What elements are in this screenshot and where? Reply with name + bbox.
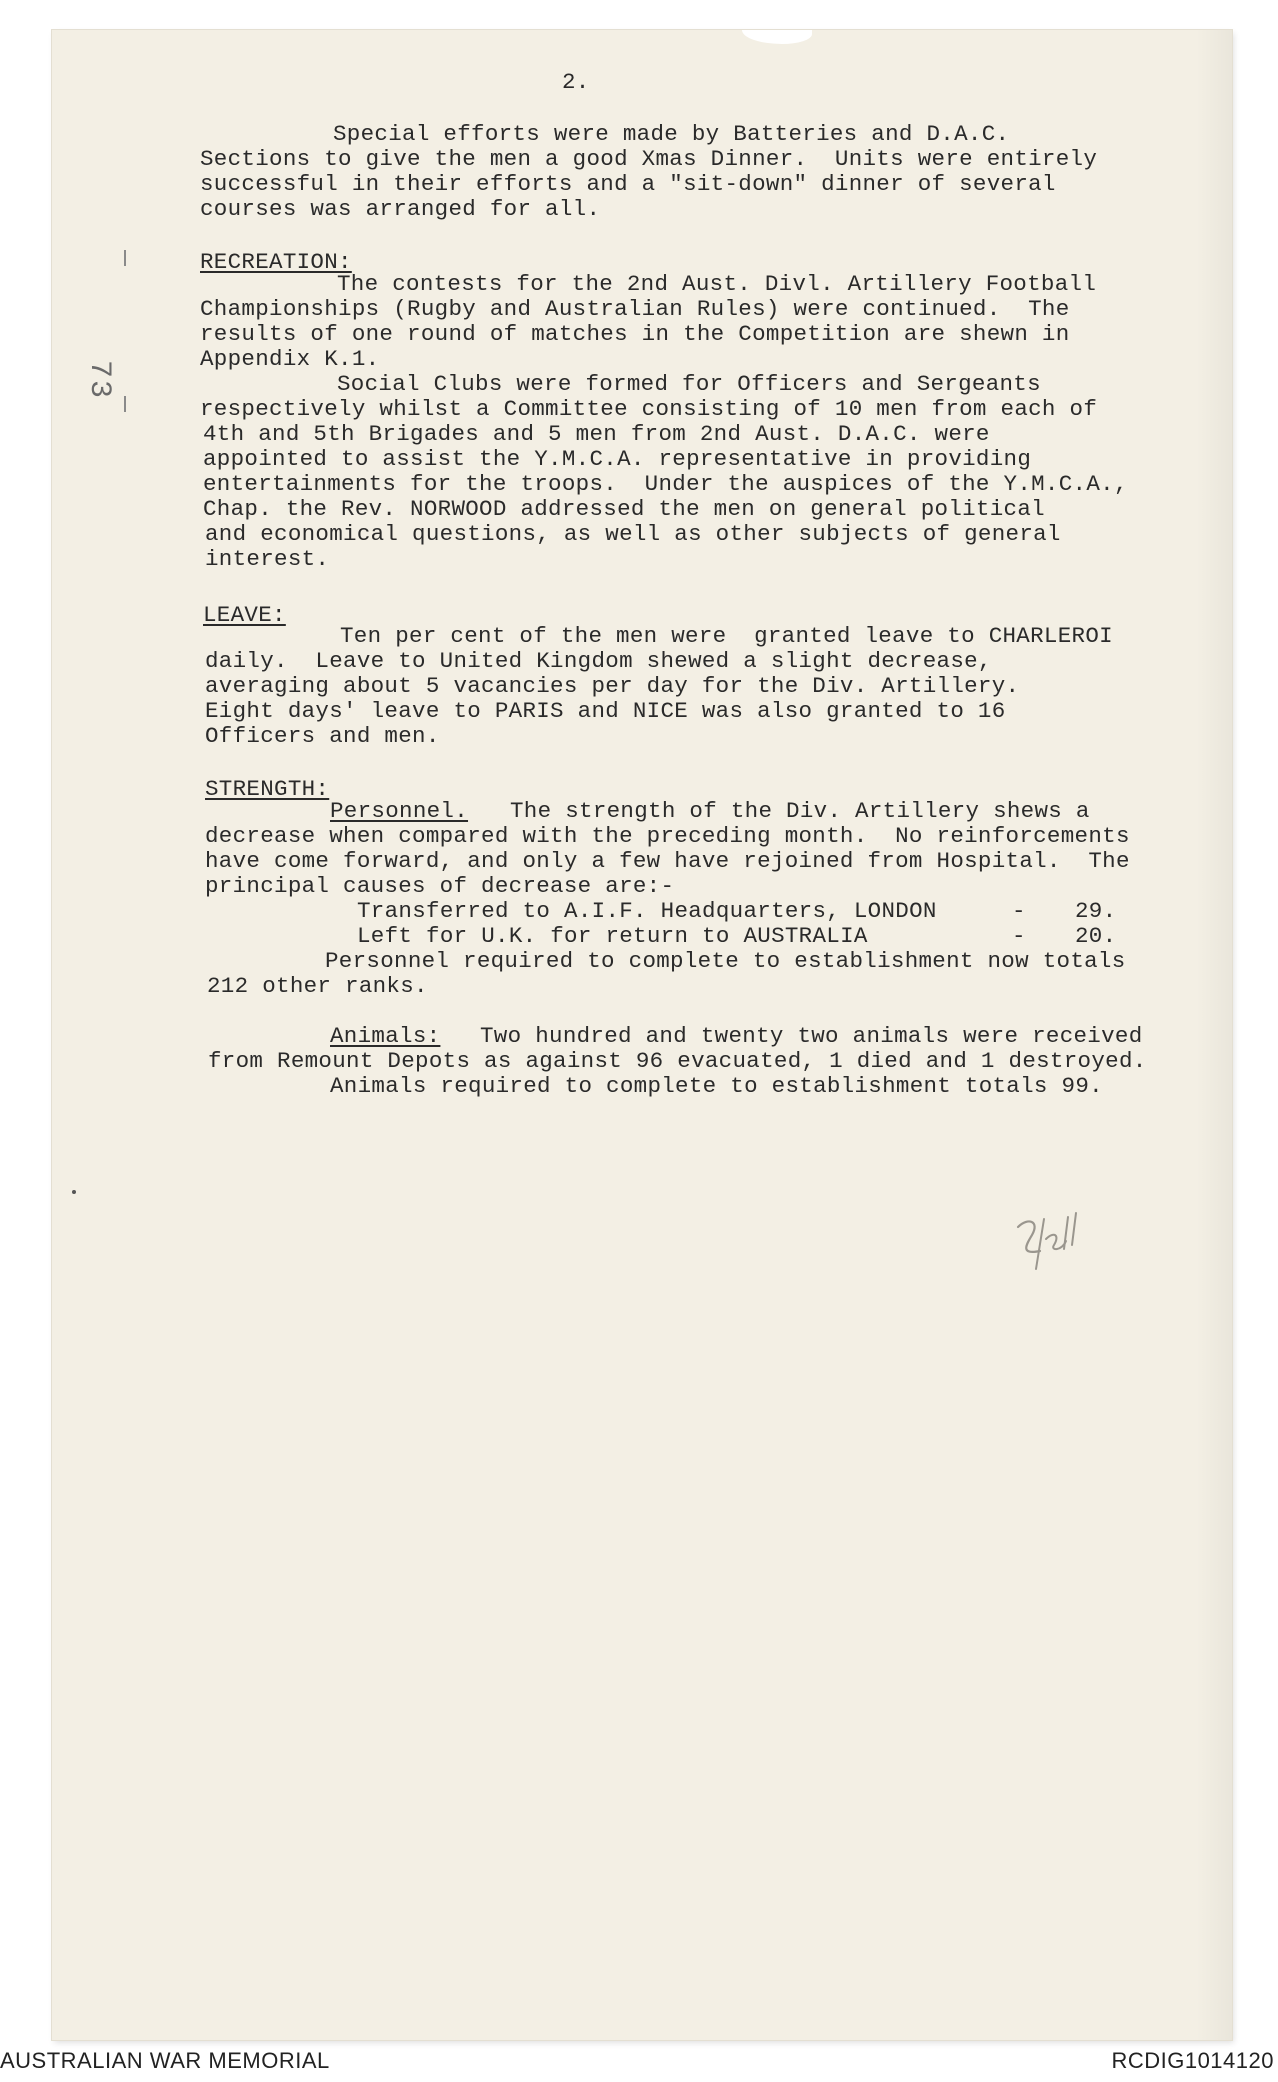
leave-line: averaging about 5 vacancies per day for the Div. Artillery. bbox=[205, 673, 1020, 699]
strength-line: The strength of the Div. Artillery shews a bbox=[510, 798, 1090, 824]
strength-line: have come forward, and only a few have rejoined from Hospital. The bbox=[205, 848, 1130, 874]
required-line: Personnel required to complete to establishment now totals bbox=[325, 948, 1126, 974]
cause-value: 29. bbox=[1075, 898, 1117, 924]
recreation-line: Championships (Rugby and Australian Rules) were continued. The bbox=[200, 296, 1070, 322]
personnel-label: Personnel. bbox=[330, 798, 469, 824]
cause-dash: - bbox=[1012, 898, 1026, 924]
animals-line: Animals required to complete to establishment totals 99. bbox=[330, 1073, 1103, 1099]
strength-line: principal causes of decrease are:- bbox=[205, 873, 675, 899]
recreation-line: and economical questions, as well as other subjects of general bbox=[205, 521, 1061, 547]
xmas-line: Special efforts were made by Batteries and D.A.C. bbox=[333, 121, 1010, 147]
xmas-line: successful in their efforts and a "sit-down" dinner of several bbox=[200, 171, 1056, 197]
cause-value: 20. bbox=[1075, 923, 1117, 949]
recreation-heading: RECREATION: bbox=[200, 249, 352, 275]
recreation-line: Social Clubs were formed for Officers and Sergeants bbox=[337, 371, 1041, 397]
animals-line: from Remount Depots as against 96 evacuated, 1 died and 1 destroyed. bbox=[208, 1048, 1147, 1074]
strength-line: decrease when compared with the preceding month. No reinforcements bbox=[205, 823, 1130, 849]
leave-line: Ten per cent of the men were granted leave to CHARLEROI bbox=[340, 623, 1113, 649]
cause-dash: - bbox=[1012, 923, 1026, 949]
recreation-line: entertainments for the troops. Under the auspices of the Y.M.C.A., bbox=[203, 471, 1128, 497]
xmas-line: courses was arranged for all. bbox=[200, 196, 601, 222]
recreation-line: results of one round of matches in the Competition are shewn in bbox=[200, 321, 1070, 347]
ink-spot bbox=[72, 1190, 76, 1194]
leave-line: daily. Leave to United Kingdom shewed a slight decrease, bbox=[205, 648, 992, 674]
footer-archive-name: AUSTRALIAN WAR MEMORIAL bbox=[0, 2048, 330, 2073]
page-number: 2. bbox=[562, 69, 590, 95]
leave-heading: LEAVE: bbox=[203, 602, 286, 628]
margin-tick bbox=[124, 396, 126, 412]
page-shadow bbox=[1196, 30, 1232, 2040]
recreation-line: respectively whilst a Committee consisting of 10 men from each of bbox=[200, 396, 1098, 422]
recreation-line: The contests for the 2nd Aust. Divl. Artillery Football bbox=[337, 271, 1097, 297]
recreation-line: Appendix K.1. bbox=[200, 346, 380, 372]
recreation-line: appointed to assist the Y.M.C.A. representative in providing bbox=[203, 446, 1032, 472]
recreation-line: interest. bbox=[205, 546, 330, 572]
animals-label: Animals: bbox=[330, 1023, 441, 1049]
leave-line: Eight days' leave to PARIS and NICE was also granted to 16 bbox=[205, 698, 1006, 724]
required-line: 212 other ranks. bbox=[207, 973, 428, 999]
cause-label: Left for U.K. for return to AUSTRALIA bbox=[357, 923, 868, 949]
recreation-line: Chap. the Rev. NORWOOD addressed the men on general political bbox=[203, 496, 1045, 522]
xmas-line: Sections to give the men a good Xmas Dinner. Units were entirely bbox=[200, 146, 1098, 172]
cause-label: Transferred to A.I.F. Headquarters, LONDON bbox=[357, 898, 937, 924]
leave-line: Officers and men. bbox=[205, 723, 440, 749]
margin-tick bbox=[124, 250, 126, 266]
handwritten-initials bbox=[1010, 1205, 1100, 1275]
recreation-line: 4th and 5th Brigades and 5 men from 2nd Aust. D.A.C. were bbox=[203, 421, 990, 447]
margin-folio-number: 73 bbox=[82, 360, 116, 401]
torn-edge bbox=[742, 30, 812, 44]
animals-line: Two hundred and twenty two animals were received bbox=[480, 1023, 1143, 1049]
footer-record-id: RCDIG1014120 bbox=[1111, 2048, 1274, 2073]
strength-heading: STRENGTH: bbox=[205, 776, 330, 802]
